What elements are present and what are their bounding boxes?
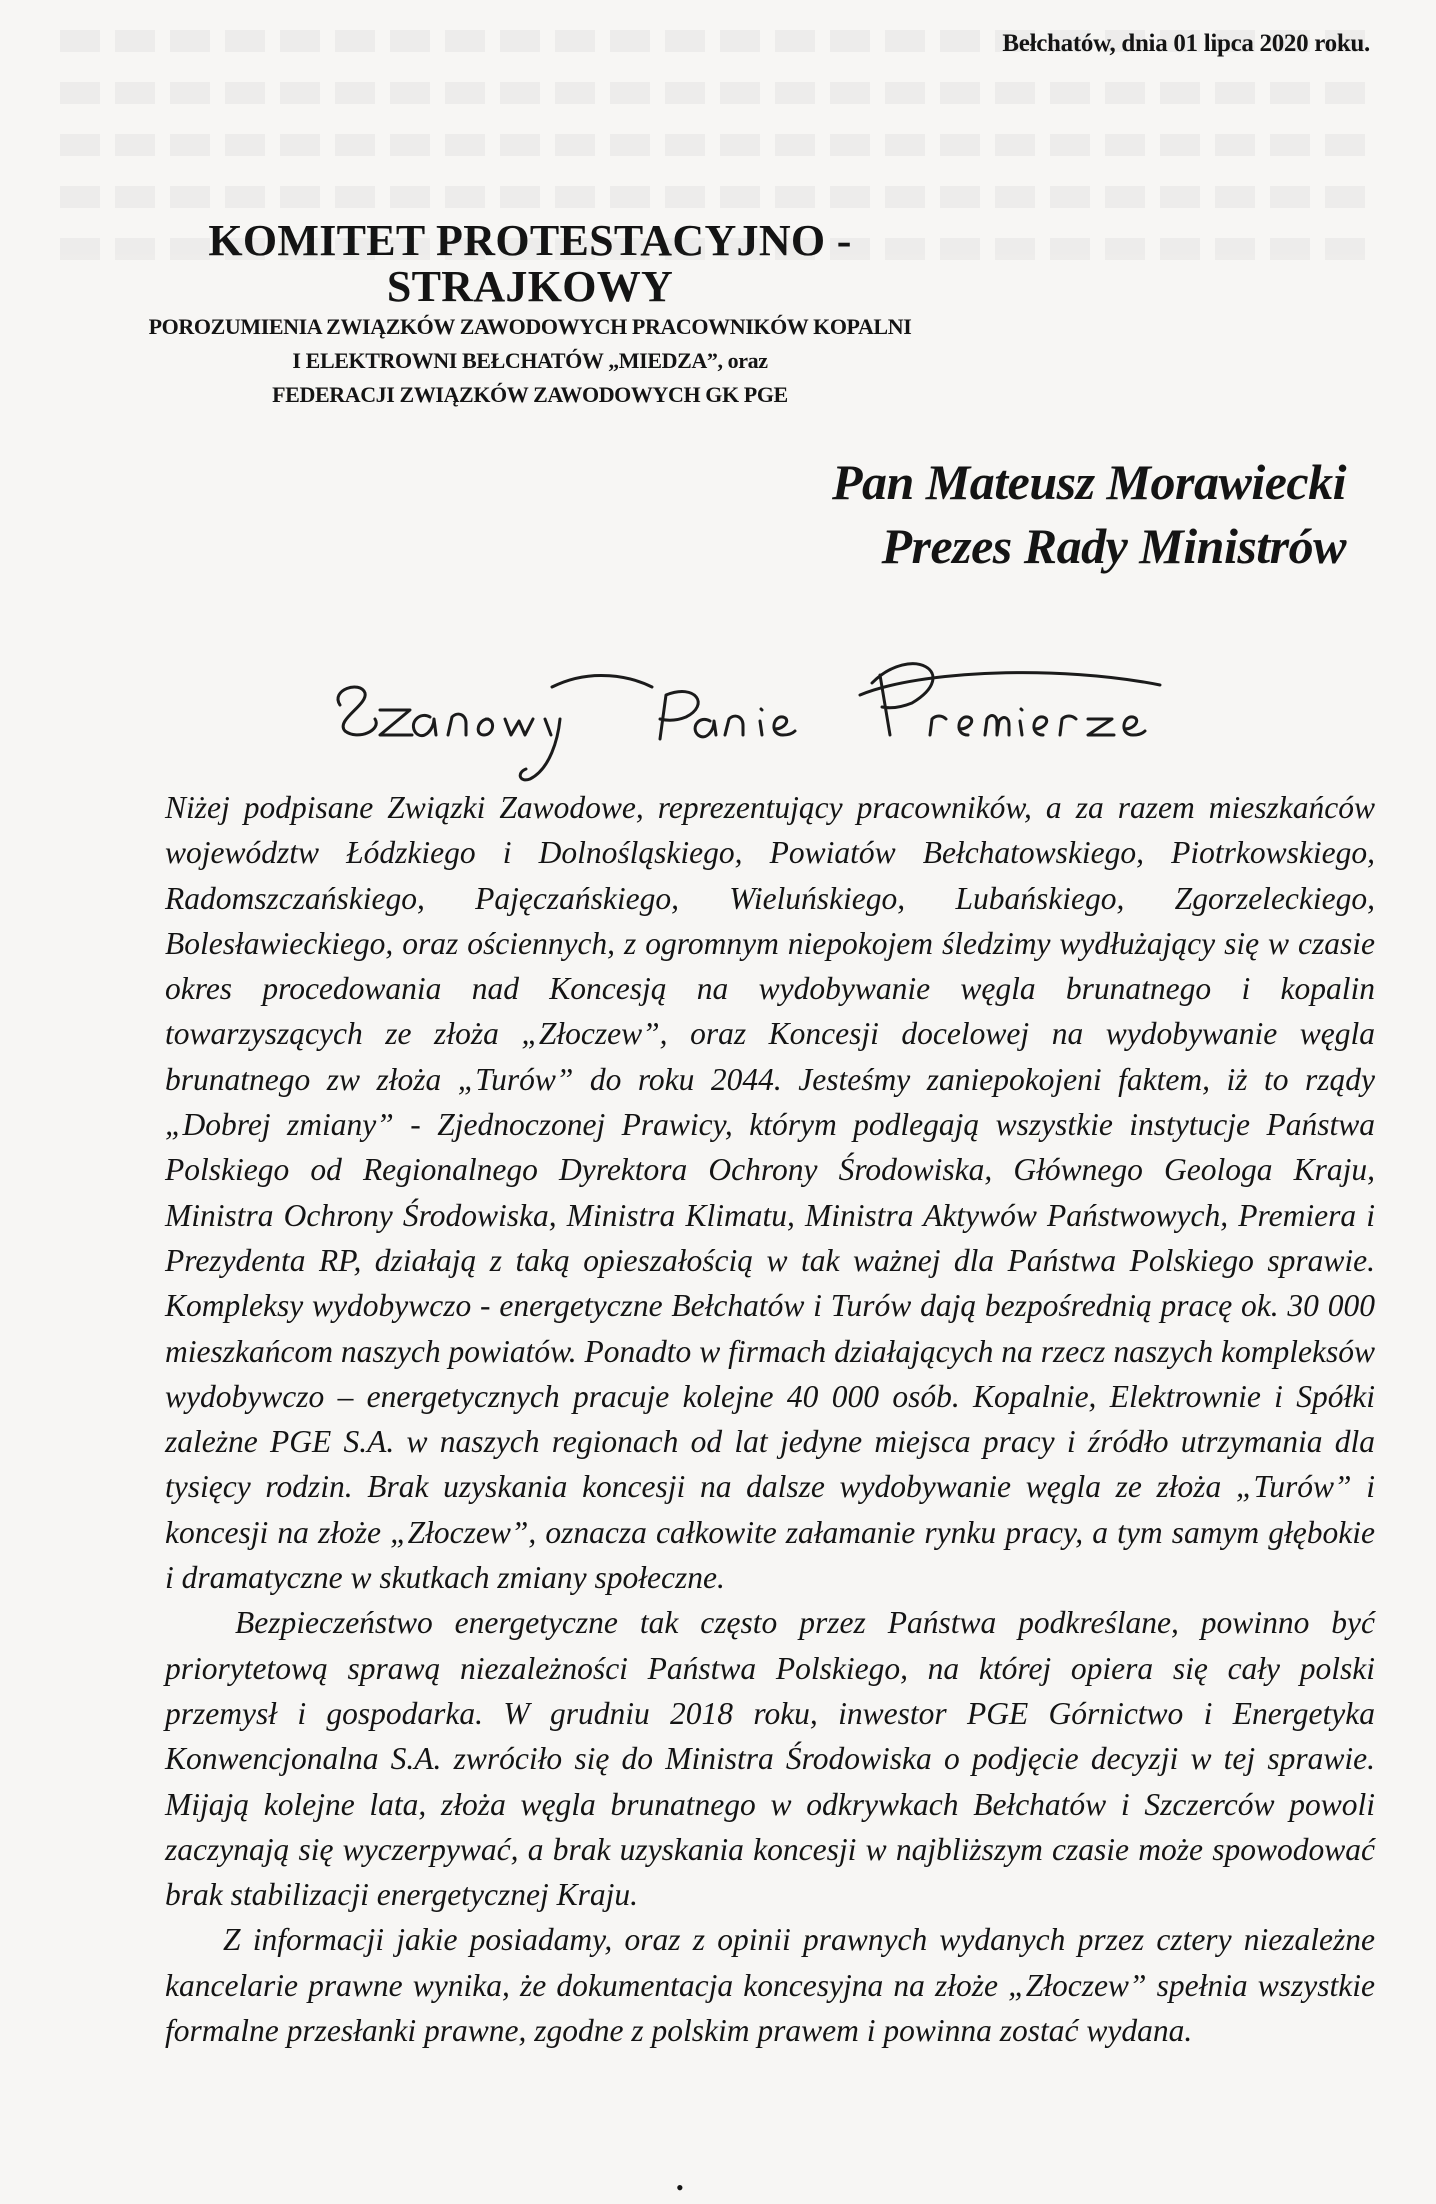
paragraph-1: Niżej podpisane Związki Zawodowe, reprezentujący pracowników, a za razem mieszkańców województw Łódzkiego i Dolnośląskiego, Powiatów Bełchatowskiego, Piotrkowskiego, Radomszczańskiego, Pajęczańskiego, Wieluńskiego, Lubańskiego, Zgorzeleckiego, Bolesławieckiego, oraz ościennych, z ogromnym niepokojem śledzimy wydłużający się w czasie okres procedowania nad Koncesją na wydobywanie węgla brunatnego i kopalin towarzyszących ze złoża „Złoczew”, oraz Koncesji docelowej na wydobywanie węgla brunatnego zw złoża „Turów” do roku 2044. Jesteśmy zaniepokojeni faktem, iż to rządy „Dobrej zmiany” - Zjednoczonej Prawicy, którym podlegają wszystkie instytucje Państwa Polskiego od Regionalnego Dyrektora Ochrony Środowiska, Głównego Geologa Kraju, Ministra Ochrony Środowiska, Ministra Klimatu, Ministra Aktywów Państwowych, Premiera i Prezydenta RP, działają z taką opieszałością w tak ważnej dla Państwa Polskiego sprawie. Kompleksy wydobywczo - energetyczne Bełchatów i Turów dają bezpośrednią pracę ok. 30 000 mieszkańcom naszych powiatów. Ponadto w firmach działających na rzecz naszych kompleksów wydobywczo – energetycznych pracuje kolejne 40 000 osób. Kopalnie, Elektrownie i Spółki zależne PGE S.A. w naszych regionach od lat jedyne miejsca pracy i źródło utrzymania dla tysięcy rodzin. Brak uzyskania koncesji na dalsze wydobywanie węgla ze złoża „Turów” i koncesji na złoże „Złoczew”, oznacza całkowite załamanie rynku pracy, a tym samym głębokie i dramatyczne w skutkach zmiany społeczne. [165, 790, 1375, 1596]
letterhead-line-3: FEDERACJI ZWIĄZKÓW ZAWODOWYCH GK PGE [272, 382, 788, 407]
paragraph-3: Z informacji jakie posiadamy, oraz z opinii prawnych wydanych przez cztery niezależne kancelarie prawne wynika, że dokumentacja koncesyjna na złoże „Złoczew” spełnia wszystkie formalne przesłanki prawne, zgodne z polskim prawem i powinna zostać wydana. [165, 1922, 1375, 2049]
letterhead-title: KOMITET PROTESTACYJNO - STRAJKOWY [208, 216, 852, 311]
addressee-role: Prezes Rady Ministrów [881, 518, 1346, 574]
handwritten-salutation [320, 635, 1170, 785]
page-dot: • [676, 2175, 684, 2200]
letter-body [165, 785, 1375, 2053]
paragraph-2: Bezpieczeństwo energetyczne tak często przez Państwa podkreślane, powinno być priorytetową sprawą niezależności Państwa Polskiego, na której opiera się cały polski przemysł i gospodarka. W grudniu 2018 roku, inwestor PGE Górnictwo i Energetyka Konwencjonalna S.A. zwróciło się do Ministra Środowiska o podjęcie decyzji w tej sprawie. Mijają kolejne lata, złoża węgla brunatnego w odkrywkach Bełchatów i Szczerców powoli zaczynają się wyczerpywać, a brak uzyskania koncesji w najbliższym czasie może spowodować brak stabilizacji energetycznej Kraju. [165, 1605, 1375, 1913]
handwritten-salutation-drawing [320, 635, 1170, 785]
letterhead-line-2: I ELEKTROWNI BEŁCHATÓW „MIEDZA”, oraz [292, 348, 768, 373]
letterhead-line-1: POROZUMIENIA ZWIĄZKÓW ZAWODOWYCH PRACOWNIKÓW KOPALNI [148, 314, 912, 339]
addressee-block [832, 450, 1346, 578]
addressee-name: Pan Mateusz Morawiecki [831, 454, 1346, 510]
date-line: Bełchatów, dnia 01 lipca 2020 roku. [1002, 30, 1370, 57]
letterhead [70, 218, 990, 412]
